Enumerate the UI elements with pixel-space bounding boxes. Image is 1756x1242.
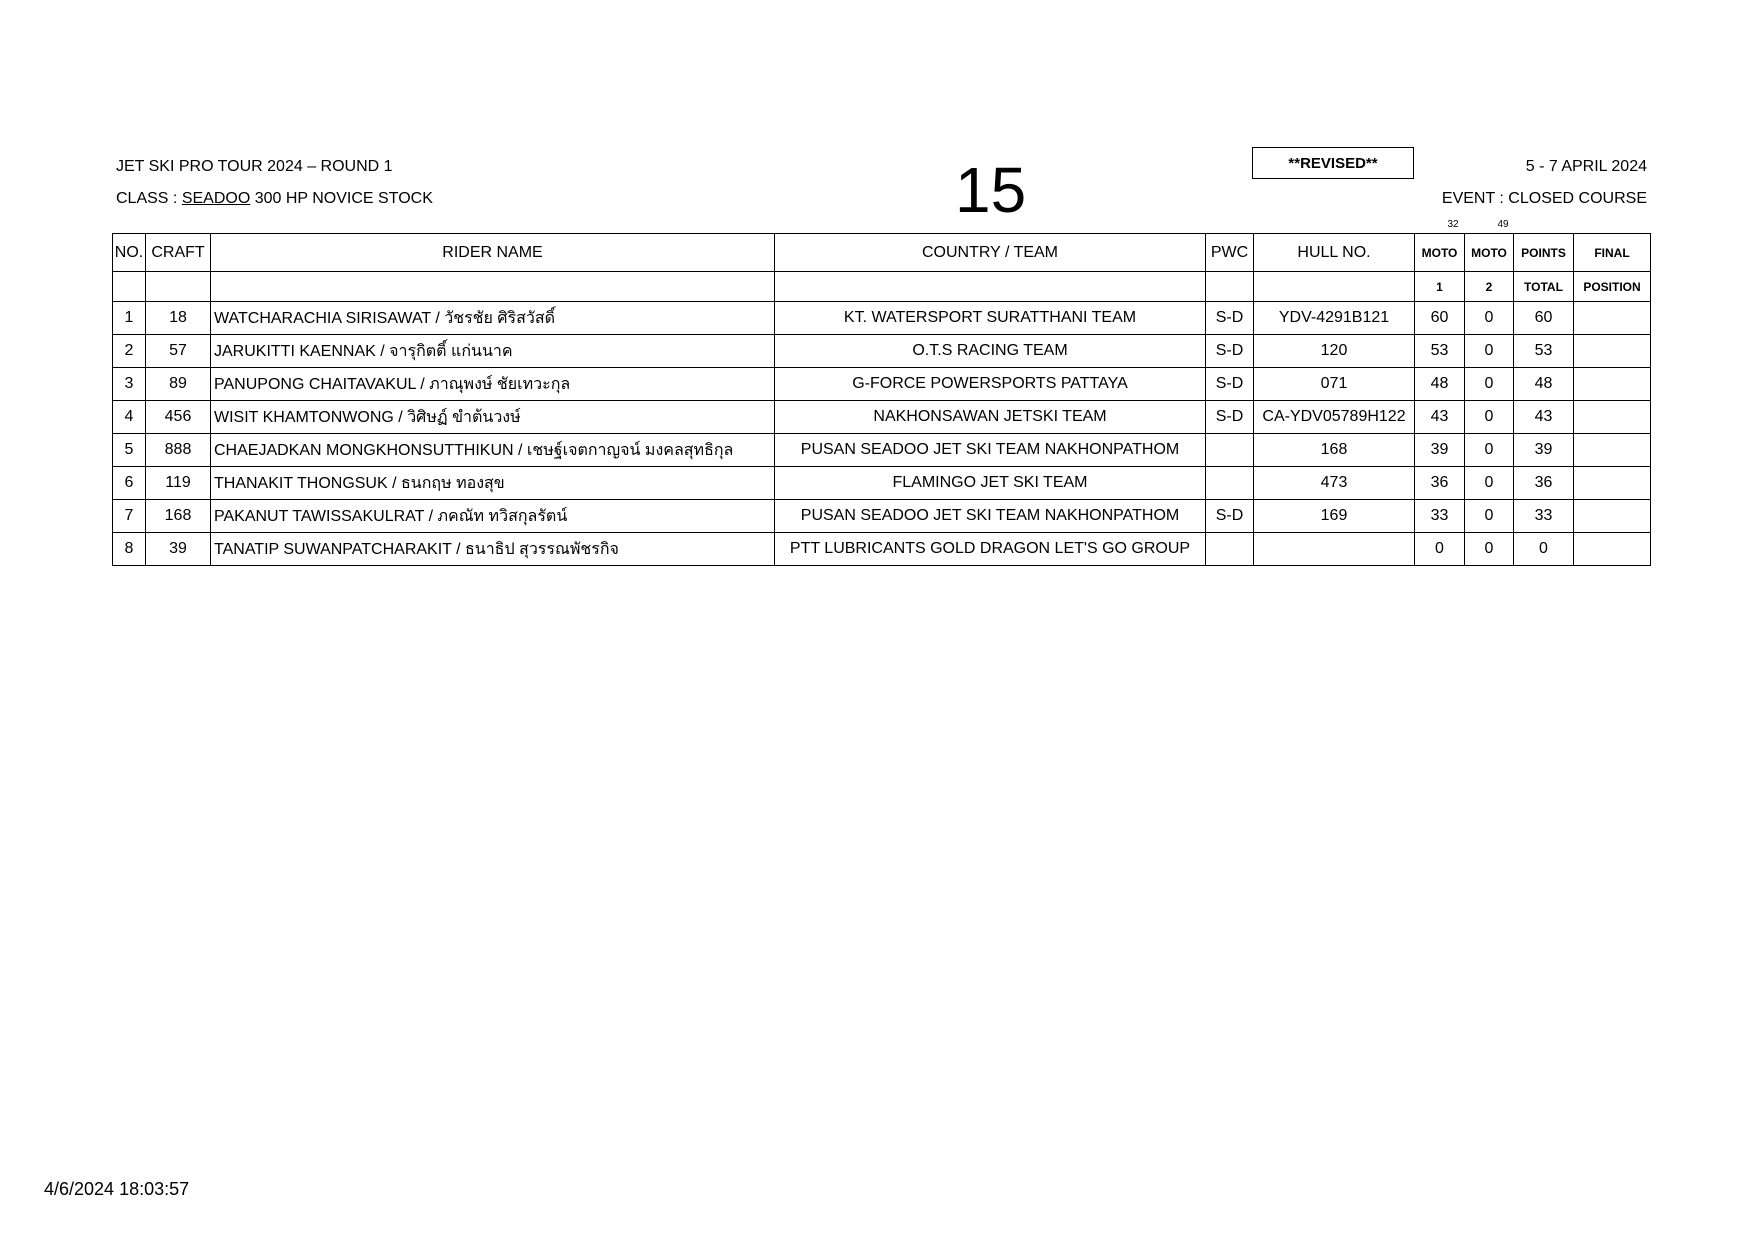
moto1-note: 32 [1447, 219, 1459, 230]
header-row-top [113, 234, 1651, 272]
cell-rider-name: CHAEJADKAN MONGKHONSUTTHIKUN / เชษฐ์เจตกาญจน์ มงคลสุทธิกุล [211, 434, 775, 467]
cell-no: 8 [113, 533, 146, 566]
cell-points-total: 0 [1514, 533, 1574, 566]
cell-points-total: 53 [1514, 335, 1574, 368]
cell-points-total: 36 [1514, 467, 1574, 500]
header-cell-empty [211, 272, 775, 302]
cell-hull-no: 473 [1254, 467, 1415, 500]
col-hull-header: HULL NO. [1254, 234, 1415, 272]
cell-pwc: S-D [1206, 401, 1254, 434]
class-prefix: CLASS : [116, 190, 182, 207]
cell-moto1: 48 [1415, 368, 1465, 401]
header-cell-empty [1254, 272, 1415, 302]
header-row-bottom [113, 272, 1651, 302]
class-line [116, 190, 433, 208]
cell-moto1: 60 [1415, 302, 1465, 335]
cell-hull-no: CA-YDV05789H122 [1254, 401, 1415, 434]
cell-pwc: S-D [1206, 335, 1254, 368]
cell-rider-name: WATCHARACHIA SIRISAWAT / วัชรชัย ศิริสวัสดิ์ [211, 302, 775, 335]
cell-rider-name: THANAKIT THONGSUK / ธนกฤษ ทองสุข [211, 467, 775, 500]
cell-no: 5 [113, 434, 146, 467]
cell-hull-no: 169 [1254, 500, 1415, 533]
cell-moto1: 36 [1415, 467, 1465, 500]
col-no-header: NO. [113, 234, 146, 272]
col-team-header: COUNTRY / TEAM [775, 234, 1206, 272]
cell-moto1: 0 [1415, 533, 1465, 566]
cell-moto2: 0 [1465, 467, 1514, 500]
header-cell-empty [146, 272, 211, 302]
cell-pwc [1206, 533, 1254, 566]
col-points-subheader: TOTAL [1514, 272, 1574, 302]
header-cell-empty [113, 272, 146, 302]
table-row [113, 368, 1651, 401]
cell-rider-name: TANATIP SUWANPATCHARAKIT / ธนาธิป สุวรรณพัชรกิจ [211, 533, 775, 566]
cell-no: 7 [113, 500, 146, 533]
cell-team: FLAMINGO JET SKI TEAM [775, 467, 1206, 500]
class-rest: 300 HP NOVICE STOCK [250, 190, 433, 207]
event-title: JET SKI PRO TOUR 2024 – ROUND 1 [116, 158, 393, 175]
table-row [113, 533, 1651, 566]
cell-final-position [1574, 434, 1651, 467]
col-final-header: FINAL [1574, 234, 1651, 272]
cell-no: 6 [113, 467, 146, 500]
cell-team: NAKHONSAWAN JETSKI TEAM [775, 401, 1206, 434]
class-brand: SEADOO [181, 190, 251, 207]
cell-team: PUSAN SEADOO JET SKI TEAM NAKHONPATHOM [775, 500, 1206, 533]
cell-moto1: 39 [1415, 434, 1465, 467]
cell-hull-no [1254, 533, 1415, 566]
cell-hull-no: 071 [1254, 368, 1415, 401]
cell-points-total: 60 [1514, 302, 1574, 335]
cell-team: O.T.S RACING TEAM [775, 335, 1206, 368]
cell-final-position [1574, 500, 1651, 533]
cell-final-position [1574, 368, 1651, 401]
col-points-header: POINTS [1514, 234, 1574, 272]
col-final-subheader: POSITION [1574, 272, 1651, 302]
col-moto1-header: MOTO [1415, 234, 1465, 272]
table-row [113, 401, 1651, 434]
cell-points-total: 48 [1514, 368, 1574, 401]
cell-final-position [1574, 335, 1651, 368]
col-moto1-subheader: 1 [1415, 272, 1465, 302]
cell-team: PUSAN SEADOO JET SKI TEAM NAKHONPATHOM [775, 434, 1206, 467]
cell-craft: 89 [146, 368, 211, 401]
col-craft-header: CRAFT [146, 234, 211, 272]
event-type: EVENT : CLOSED COURSE [1441, 190, 1647, 207]
cell-moto2: 0 [1465, 302, 1514, 335]
cell-final-position [1574, 467, 1651, 500]
cell-points-total: 43 [1514, 401, 1574, 434]
cell-final-position [1574, 302, 1651, 335]
cell-rider-name: PANUPONG CHAITAVAKUL / ภาณุพงษ์ ชัยเทวะกุล [211, 368, 775, 401]
table-row [113, 500, 1651, 533]
cell-team: G-FORCE POWERSPORTS PATTAYA [775, 368, 1206, 401]
cell-pwc [1206, 467, 1254, 500]
cell-craft: 119 [146, 467, 211, 500]
cell-no: 2 [113, 335, 146, 368]
cell-moto2: 0 [1465, 500, 1514, 533]
table-row [113, 335, 1651, 368]
cell-pwc: S-D [1206, 500, 1254, 533]
print-timestamp: 4/6/2024 18:03:57 [44, 1179, 190, 1199]
cell-final-position [1574, 401, 1651, 434]
cell-craft: 18 [146, 302, 211, 335]
cell-craft: 39 [146, 533, 211, 566]
cell-hull-no: YDV-4291B121 [1254, 302, 1415, 335]
col-moto2-subheader: 2 [1465, 272, 1514, 302]
cell-moto1: 33 [1415, 500, 1465, 533]
table-row [113, 434, 1651, 467]
event-date: 5 - 7 APRIL 2024 [1525, 158, 1647, 175]
cell-moto1: 53 [1415, 335, 1465, 368]
col-moto2-header: MOTO [1465, 234, 1514, 272]
cell-craft: 456 [146, 401, 211, 434]
cell-points-total: 33 [1514, 500, 1574, 533]
cell-craft: 888 [146, 434, 211, 467]
cell-craft: 168 [146, 500, 211, 533]
cell-moto2: 0 [1465, 533, 1514, 566]
header-cell-empty [775, 272, 1206, 302]
cell-moto1: 43 [1415, 401, 1465, 434]
class-number: 15 [955, 154, 1027, 226]
col-pwc-header: PWC [1206, 234, 1254, 272]
cell-craft: 57 [146, 335, 211, 368]
cell-pwc: S-D [1206, 302, 1254, 335]
results-table [112, 233, 1651, 566]
table-row [113, 467, 1651, 500]
cell-hull-no: 120 [1254, 335, 1415, 368]
cell-points-total: 39 [1514, 434, 1574, 467]
col-rider-header: RIDER NAME [211, 234, 775, 272]
cell-team: KT. WATERSPORT SURATTHANI TEAM [775, 302, 1206, 335]
header-cell-empty [1206, 272, 1254, 302]
cell-no: 1 [113, 302, 146, 335]
cell-rider-name: WISIT KHAMTONWONG / วิศิษฏ์ ขำต้นวงษ์ [211, 401, 775, 434]
cell-final-position [1574, 533, 1651, 566]
cell-pwc: S-D [1206, 368, 1254, 401]
results-body [113, 302, 1651, 566]
revised-badge: **REVISED** [1252, 147, 1414, 179]
cell-moto2: 0 [1465, 335, 1514, 368]
cell-pwc [1206, 434, 1254, 467]
cell-no: 3 [113, 368, 146, 401]
cell-no: 4 [113, 401, 146, 434]
table-row [113, 302, 1651, 335]
cell-moto2: 0 [1465, 434, 1514, 467]
moto2-note: 49 [1497, 219, 1509, 230]
cell-moto2: 0 [1465, 368, 1514, 401]
cell-rider-name: PAKANUT TAWISSAKULRAT / ภคณัท ทวิสกุลรัตน์ [211, 500, 775, 533]
cell-rider-name: JARUKITTI KAENNAK / จารุกิตติ์ แก่นนาค [211, 335, 775, 368]
cell-hull-no: 168 [1254, 434, 1415, 467]
cell-moto2: 0 [1465, 401, 1514, 434]
cell-team: PTT LUBRICANTS GOLD DRAGON LET'S GO GROUP [775, 533, 1206, 566]
